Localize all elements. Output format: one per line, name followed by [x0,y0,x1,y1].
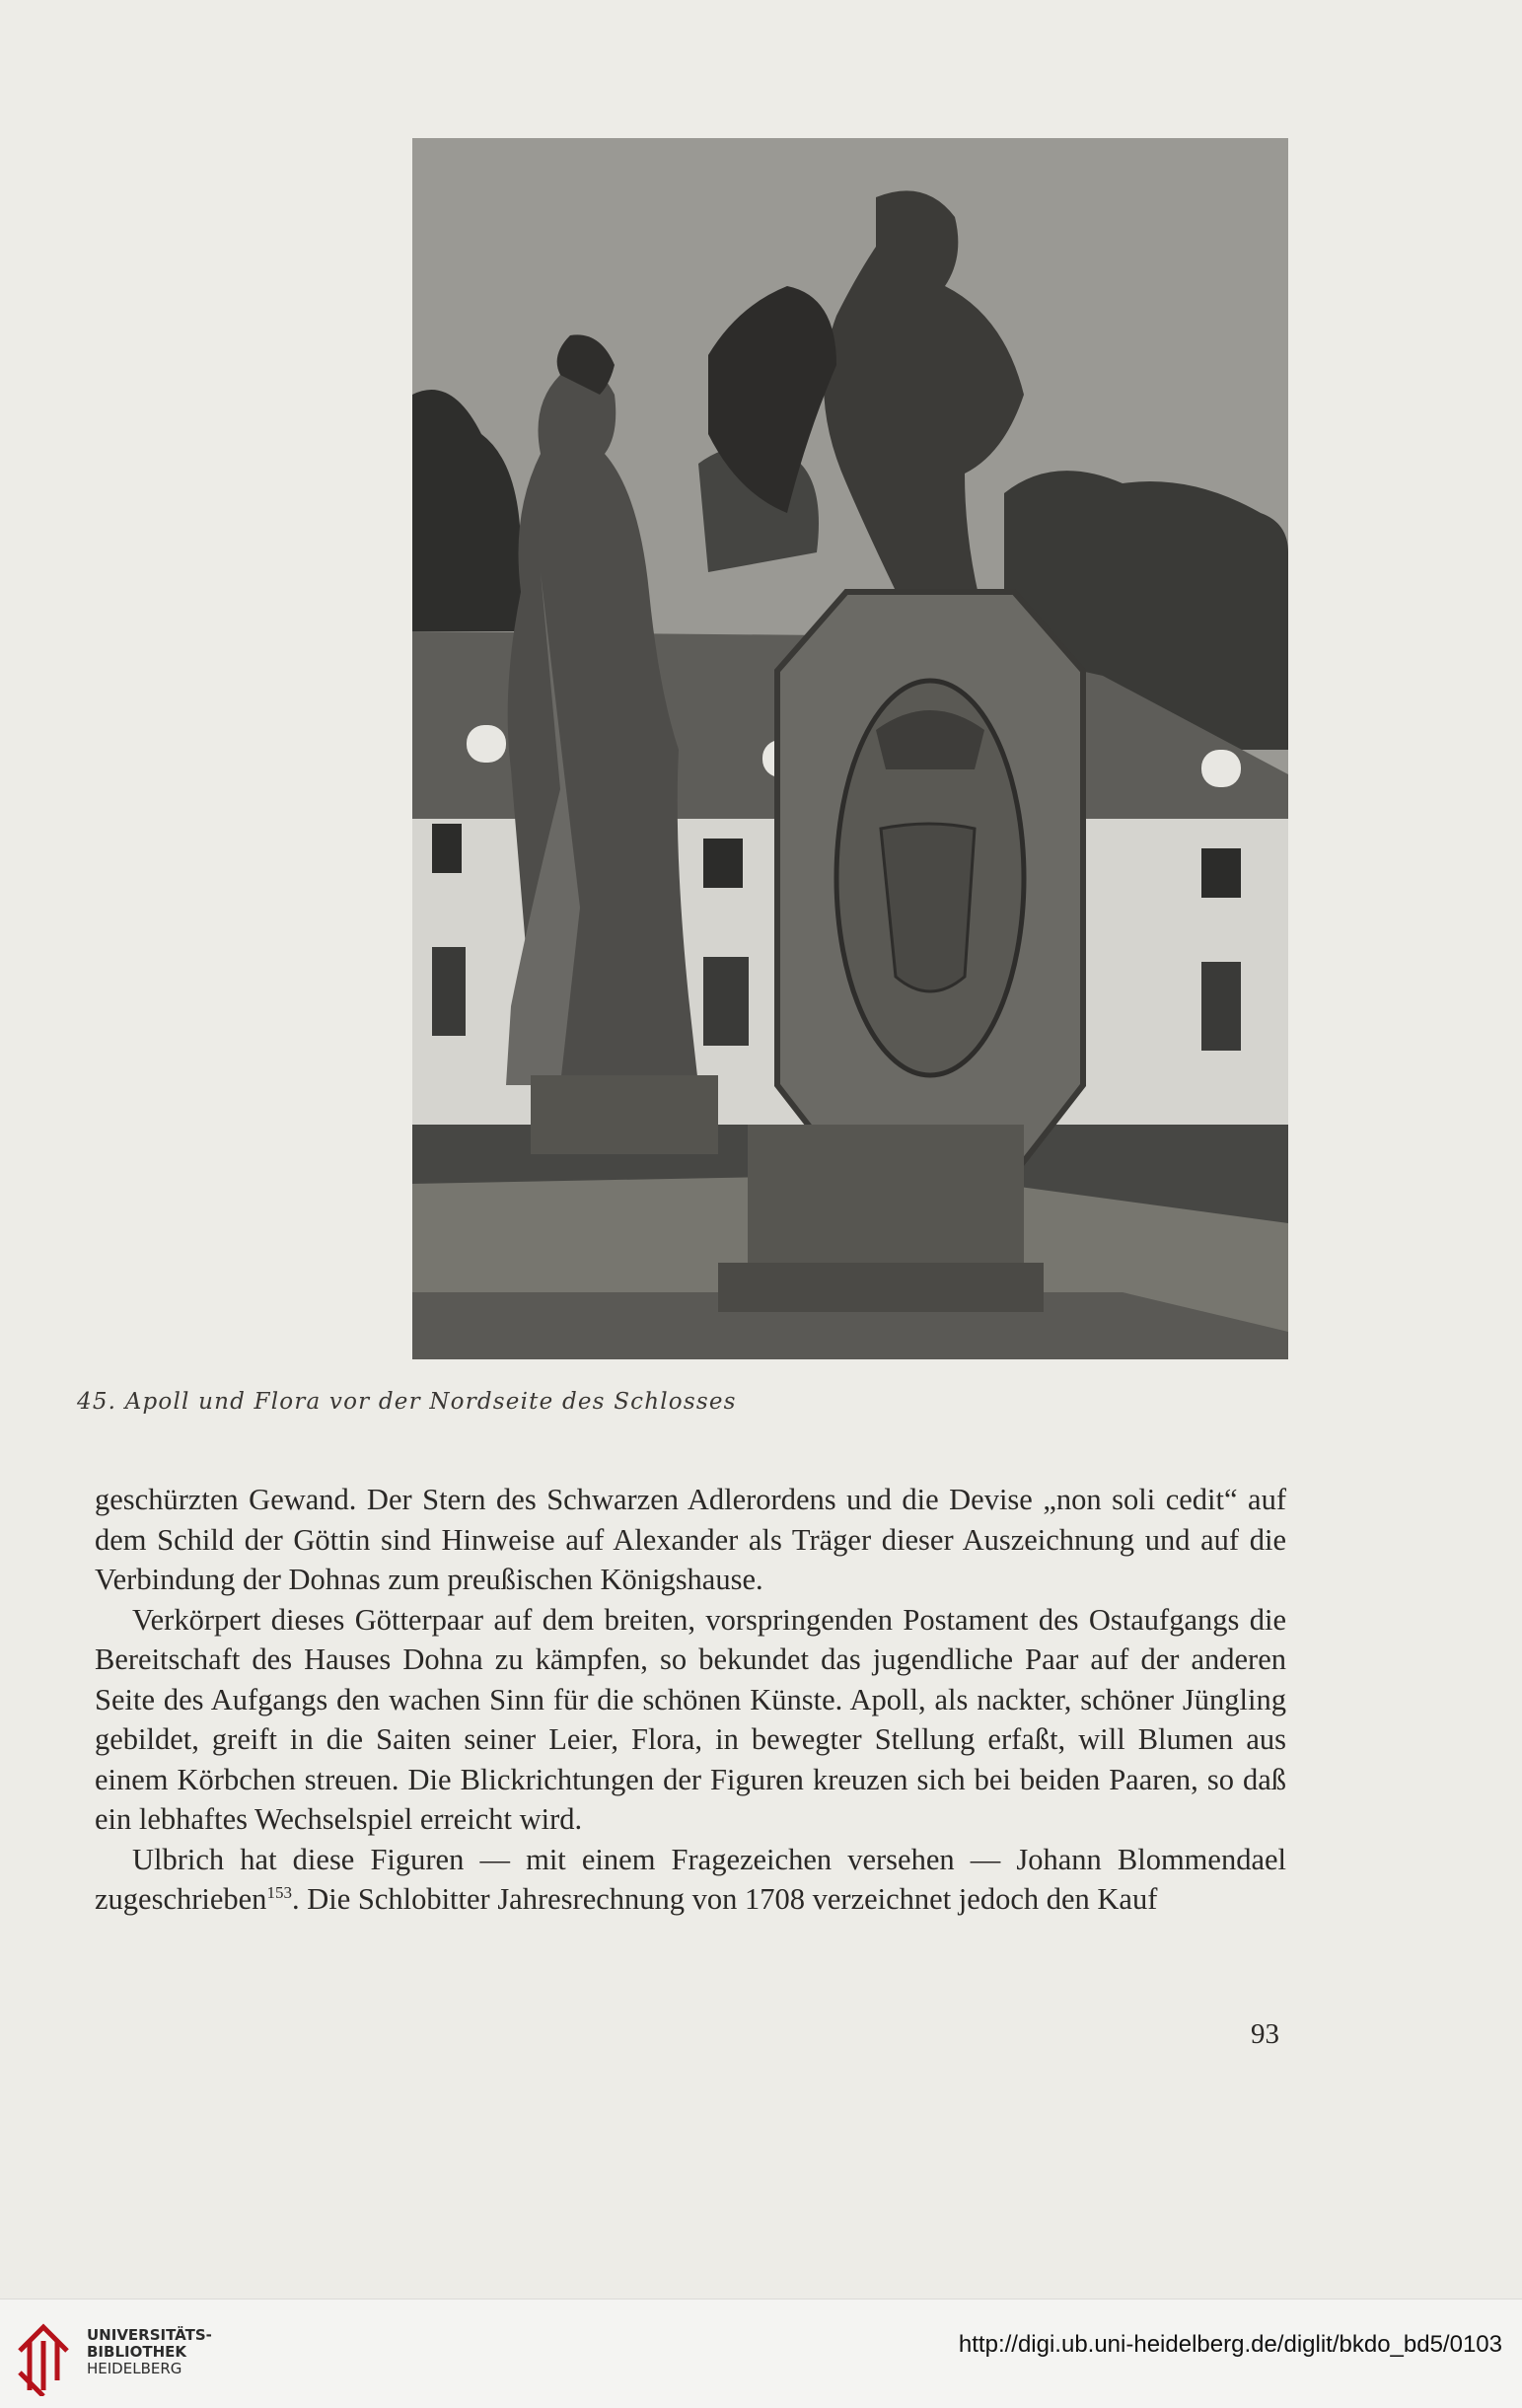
library-name-line-3: HEIDELBERG [87,2360,182,2377]
source-url-link[interactable]: http://digi.ub.uni-heidelberg.de/diglit/bkdo_bd5/0103 [958,2331,1502,2358]
figure-caption: 45. Apoll und Flora vor der Nordseite des Schlosses [77,1389,737,1415]
paragraph-3-start: Ulbrich hat diese Figuren — mit einem Fragezeichen versehen — Johann Blommendael zugeschrieben [95,1842,1286,1916]
library-name [87,2327,212,2377]
figure-photograph-statues [412,138,1288,1359]
photo-illustration [412,138,1288,1359]
paragraph-1: geschürzten Gewand. Der Stern des Schwarzen Adlerordens und die Devise „non soli cedit“ auf dem Schild der Göttin sind Hinweise auf Alexander als Träger dieser Auszeichnung und auf die Verbindung der Dohnas zum preußischen Königshause. [95,1483,1286,1596]
page-number: 93 [1251,2018,1279,2050]
paragraph-2: Verkörpert dieses Götterpaar auf dem breiten, vorspringenden Postament des Ostaufgangs die Bereitschaft des Hauses Dohna zu kämpfen, so bekundet das jugendliche Paar auf der anderen Seite des Aufgangs den wachen Sinn für die schönen Künste. Apoll, als nackter, schöner Jüngling gebildet, greift in die Saiten seiner Leier, Flora, in bewegter Stellung erfaßt, will Blumen aus einem Körbchen streuen. Die Blickrichtungen der Figuren kreuzen sich bei beiden Paaren, so daß ein lebhaftes Wechselspiel erreicht wird. [95,1602,1286,1836]
paragraph-3 [95,1840,1286,1920]
university-library-logo-icon[interactable] [14,2311,75,2396]
body-text [95,1480,1286,1920]
paragraph-3-end: . Die Schlobitter Jahresrechnung von 1708 verzeichnet jedoch den Kauf [291,1882,1158,1916]
footnote-reference[interactable]: 153 [266,1882,292,1902]
library-name-line-2: BIBLIOTHEK [87,2343,186,2361]
footer-bar [0,2299,1522,2408]
library-name-line-1: UNIVERSITÄTS- [87,2326,212,2344]
